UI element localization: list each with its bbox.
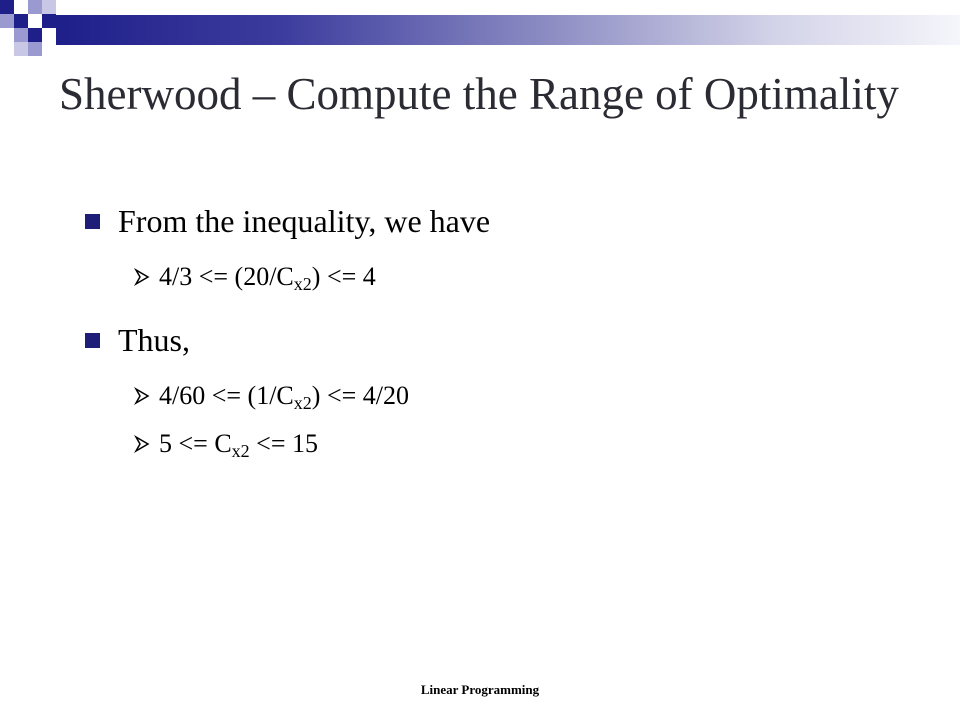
expr-part: 4/60 <= (1/C — [159, 381, 294, 410]
sub-bullet-text — [159, 428, 318, 460]
square-bullet-icon — [85, 214, 100, 229]
arrow-bullet-icon — [134, 385, 152, 407]
expr-subscript: x2 — [293, 274, 312, 294]
square-bullet-icon — [85, 333, 100, 348]
expr-subscript: x2 — [293, 393, 312, 413]
expr-subscript: x2 — [231, 441, 250, 461]
expr-part: 5 <= C — [159, 429, 232, 458]
expr-part: ) <= 4 — [311, 262, 376, 291]
arrow-bullet-icon — [134, 266, 152, 288]
slide-footer: Linear Programming — [420, 682, 540, 697]
arrow-bullet-icon — [134, 433, 152, 455]
expr-part: 4/3 <= (20/C — [159, 262, 294, 291]
expr-part: ) <= 4/20 — [311, 381, 409, 410]
expr-part: <= 15 — [249, 429, 318, 458]
slide-title: Sherwood – Compute the Range of Optimality — [59, 69, 899, 119]
sub-bullet-text — [159, 261, 376, 293]
bullet-text: Thus, — [118, 322, 190, 358]
bullet-text: From the inequality, we have — [118, 203, 491, 239]
sub-bullet-text — [159, 380, 409, 412]
